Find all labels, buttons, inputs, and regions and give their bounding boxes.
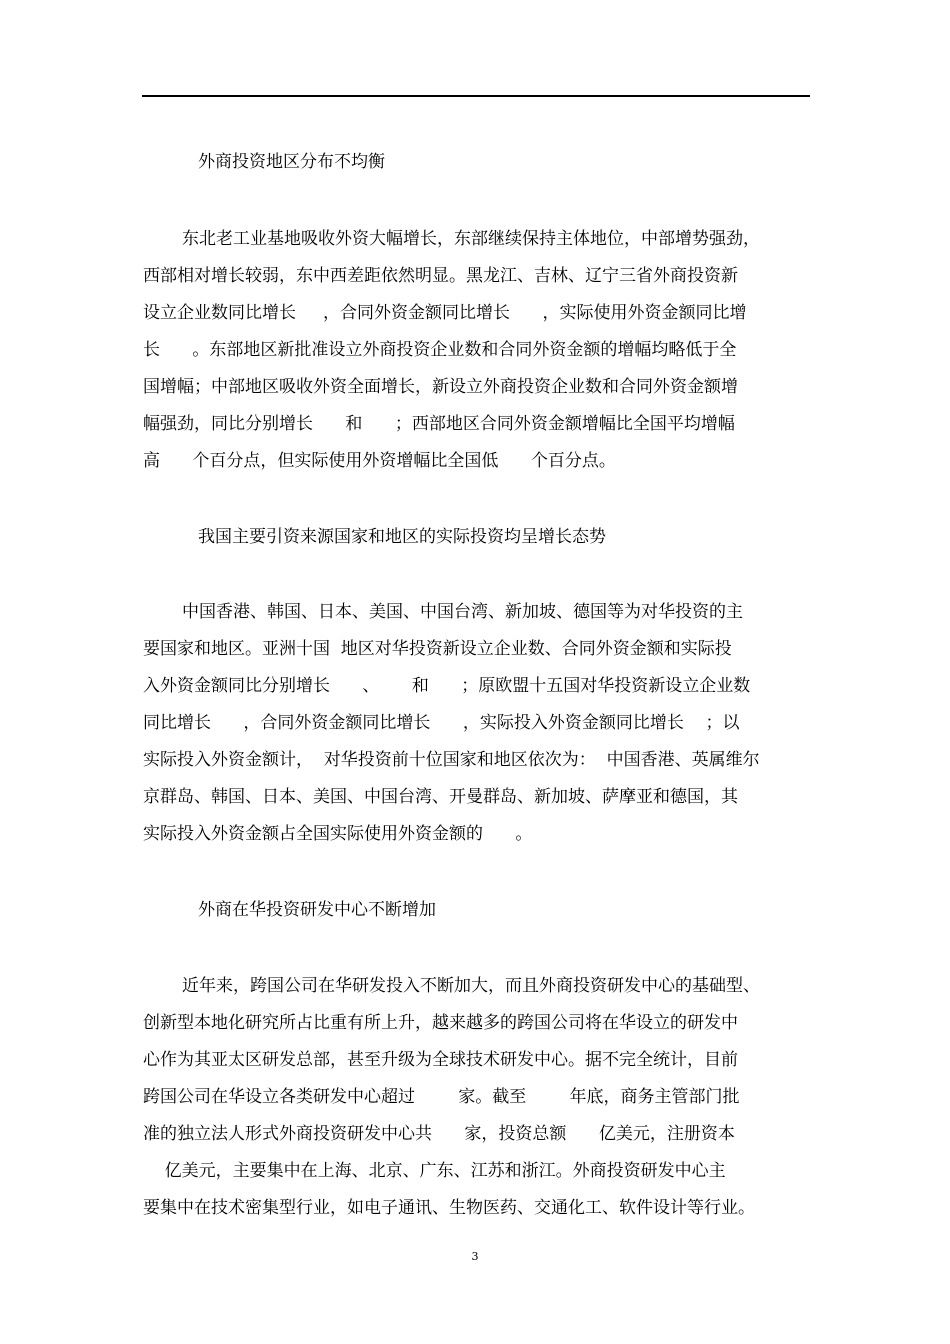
paragraph-line: 长 。东部地区新批准设立外商投资企业数和合同外资金额的增幅均略低于全 [143,340,737,360]
paragraph-line: 创新型本地化研究所占比重有所上升，越来越多的跨国公司将在华设立的研发中 [143,1013,738,1033]
paragraph-line: 跨国公司在华设立各类研发中心超过 家。截至 年底，商务主管部门批 [143,1087,740,1107]
section-heading-regional-distribution: 外商投资地区分布不均衡 [198,152,385,172]
paragraph-line: 设立企业数同比增长 ，合同外资金额同比增长 ，实际使用外资金额同比增 [143,303,747,323]
header-rule [142,95,810,97]
paragraph-line: 东北老工业基地吸收外资大幅增长，东部继续保持主体地位，中部增势强劲， [182,229,760,249]
paragraph-line: 实际投入外资金额占全国实际使用外资金额的 。 [143,824,533,844]
paragraph-line: 高 个百分点，但实际使用外资增幅比全国低 个百分点。 [143,451,616,471]
paragraph-line: 中国香港、韩国、日本、美国、中国台湾、新加坡、德国等为对华投资的主 [182,602,743,622]
paragraph-line: 要集中在技术密集型行业，如电子通讯、生物医药、交通化工、软件设计等行业。 [143,1198,755,1218]
paragraph-line: 近年来，跨国公司在华研发投入不断加大，而且外商投资研发中心的基础型、 [182,976,760,996]
section-heading-investment-sources: 我国主要引资来源国家和地区的实际投资均呈增长态势 [198,527,606,547]
paragraph-line: 心作为其亚太区研发总部，甚至升级为全球技术研发中心。据不完全统计，目前 [143,1050,738,1070]
paragraph-line: 同比增长 ，合同外资金额同比增长 ，实际投入外资金额同比增长 ；以 [143,713,740,733]
paragraph-line: 入外资金额同比分别增长 、 和 ；原欧盟十五国对华投资新设立企业数 [143,676,751,696]
page-number: 3 [471,1250,479,1263]
paragraph-line: 实际投入外资金额计， 对华投资前十位国家和地区依次为： 中国香港、英属维尔 [143,750,760,770]
paragraph-line: 准的独立法人形式外商投资研发中心共 家，投资总额 亿美元，注册资本 [143,1124,735,1144]
paragraph-line: 要国家和地区。亚洲十国 地区对华投资新设立企业数、合同外资金额和实际投 [143,639,732,659]
section-heading-rd-centers: 外商在华投资研发中心不断增加 [198,900,436,920]
paragraph-line: 国增幅；中部地区吸收外资全面增长，新设立外商投资企业数和合同外资金额增 [143,377,738,397]
paragraph-line: 幅强劲，同比分别增长 和 ；西部地区合同外资金额增幅比全国平均增幅 [143,414,735,434]
paragraph-line: 西部相对增长较弱，东中西差距依然明显。黑龙江、吉林、辽宁三省外商投资新 [143,266,738,286]
paragraph-line: 亿美元，主要集中在上海、北京、广东、江苏和浙江。外商投资研发中心主 [143,1161,726,1181]
paragraph-line: 京群岛、韩国、日本、美国、中国台湾、开曼群岛、新加坡、萨摩亚和德国，其 [143,787,738,807]
